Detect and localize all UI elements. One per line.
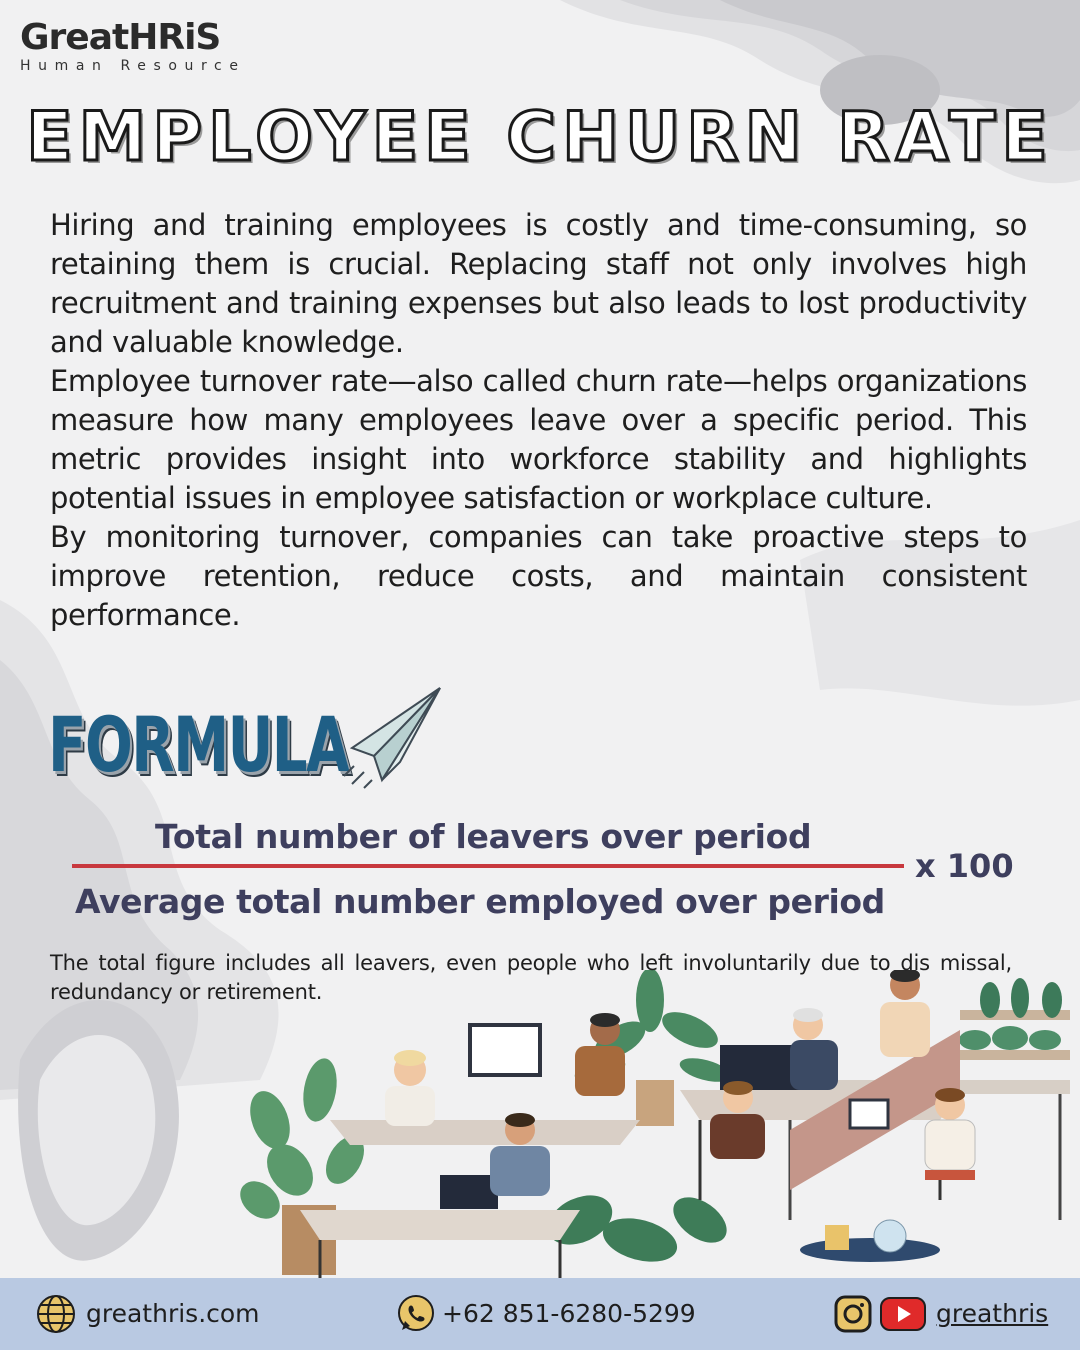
office-illustration <box>0 970 1080 1280</box>
formula-numerator: Total number of leavers over period <box>155 817 812 856</box>
globe-icon <box>36 1294 76 1334</box>
paper-plane-icon <box>330 684 450 794</box>
brand-tagline: Human Resource <box>20 58 246 74</box>
paragraph-3: By monitoring turnover, companies can take proactive steps to improve retention, reduce costs, and maintain consistent performance. <box>50 520 1027 632</box>
fraction-line <box>72 864 904 868</box>
whatsapp-icon <box>396 1294 436 1334</box>
website-text: greathris.com <box>86 1299 260 1328</box>
page-title: EMPLOYEE CHURN RATE <box>26 98 1054 177</box>
website-link[interactable] <box>36 1278 260 1350</box>
brand-name: GreatHRiS <box>20 17 221 58</box>
paragraph-2: Employee turnover rate—also called churn rate—helps organizations measure how many employees leave over a specific period. This metric provides insight into workforce stability and highlights potential issues in employee satisfaction or workplace culture. <box>50 364 1027 515</box>
phone-text: +62 851-6280-5299 <box>442 1299 696 1328</box>
formula-note: The total figure includes all leavers, even people who left involuntarily due to dis missal, redundancy or retirement. <box>50 951 1012 1004</box>
paragraph-1: Hiring and training employees is costly and time-consuming, so retaining them is crucial. Replacing staff not only involves high recruitment and training expenses but also leads to lost productivity and valuable knowledge. <box>50 208 1027 359</box>
brand-logo <box>20 18 246 74</box>
social-links[interactable] <box>834 1278 1048 1350</box>
intro-text <box>50 206 1027 635</box>
phone-link[interactable] <box>396 1278 696 1350</box>
youtube-icon[interactable] <box>880 1297 926 1331</box>
instagram-icon[interactable] <box>834 1295 872 1333</box>
formula-multiplier: x 100 <box>915 847 1014 885</box>
formula-heading: FORMULA <box>48 700 349 789</box>
footer-bar <box>0 1278 1080 1350</box>
social-handle-text: greathris <box>936 1299 1049 1328</box>
formula-denominator: Average total number employed over period <box>75 882 885 921</box>
